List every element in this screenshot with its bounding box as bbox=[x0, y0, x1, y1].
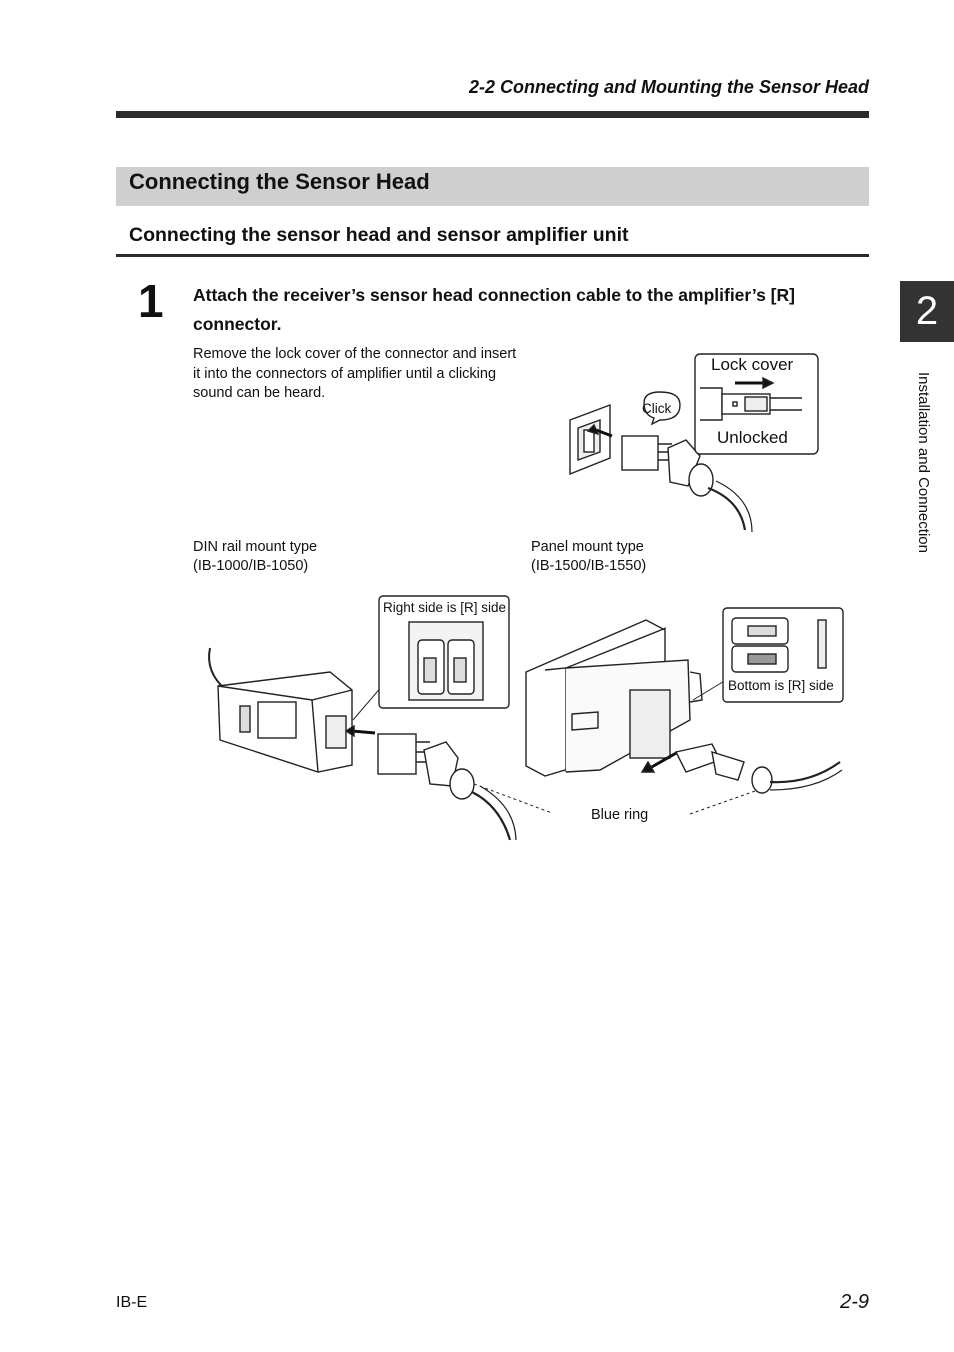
subsection-title: Connecting the sensor head and sensor amplifier unit bbox=[129, 224, 629, 246]
chapter-title: Installation and Connection bbox=[915, 372, 932, 553]
blue-ring-label: Blue ring bbox=[591, 807, 649, 823]
panel-amplifier-figure bbox=[526, 608, 843, 814]
footer-page-number: 2-9 bbox=[840, 1291, 869, 1313]
step-number: 1 bbox=[138, 275, 164, 327]
din-type-models: (IB-1000/IB-1050) bbox=[193, 558, 309, 574]
din-type-title: DIN rail mount type bbox=[193, 539, 318, 555]
running-header: 2-2 Connecting and Mounting the Sensor Head bbox=[468, 77, 869, 97]
footer-doc-code: IB-E bbox=[116, 1294, 148, 1311]
chapter-tab[interactable]: 2 bbox=[900, 281, 954, 342]
din-rail-amplifier-figure bbox=[209, 596, 552, 840]
step-description: Remove the lock cover of the connector and insert it into the connectors of amplifier until a clicking sound can be heard. bbox=[193, 346, 517, 401]
section-title: Connecting the Sensor Head bbox=[129, 169, 430, 194]
step-instruction: Attach the receiver’s sensor head connection cable to the amplifier’s [R] connector. bbox=[193, 285, 795, 334]
click-label: Click bbox=[642, 401, 672, 416]
panel-type-models: (IB-1500/IB-1550) bbox=[531, 558, 647, 574]
panel-type-title: Panel mount type bbox=[531, 539, 644, 555]
right-side-label: Right side is [R] side bbox=[383, 600, 507, 615]
bottom-side-label: Bottom is [R] side bbox=[728, 678, 834, 693]
unlocked-label: Unlocked bbox=[717, 428, 788, 447]
lock-cover-label: Lock cover bbox=[711, 355, 794, 374]
